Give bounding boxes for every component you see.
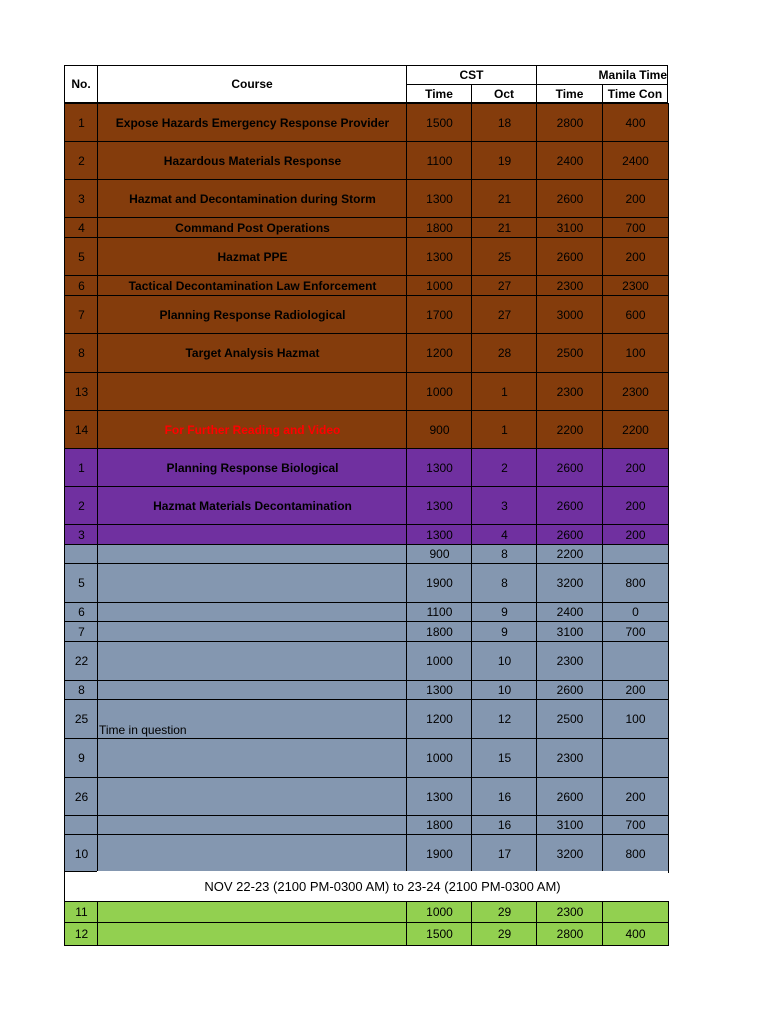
row-15-tcon: 800	[602, 563, 669, 603]
green-row-1-time: 1000	[406, 901, 473, 923]
row-13-oct: 4	[471, 524, 538, 545]
row-15-no: 5	[64, 563, 99, 603]
row-16-oct: 9	[471, 602, 538, 622]
row-22-course	[97, 777, 408, 816]
row-14-tcon	[602, 544, 669, 564]
row-8-no: 8	[64, 333, 99, 373]
row-19-no: 8	[64, 680, 99, 700]
row-8-tcon: 100	[602, 333, 669, 373]
nov-no-cell	[64, 871, 98, 902]
row-8-oct: 28	[471, 333, 538, 373]
row-9-no: 13	[64, 372, 99, 411]
green-row-2-time: 1500	[406, 922, 473, 946]
row-10-oct: 1	[471, 410, 538, 449]
row-10-no: 14	[64, 410, 99, 449]
row-24-time: 1900	[406, 834, 473, 873]
row-16-time: 1100	[406, 602, 473, 622]
row-12-tcon: 200	[602, 486, 669, 525]
row-14-course	[97, 544, 408, 564]
row-19-course	[97, 680, 408, 700]
green-row-1-tcon	[602, 901, 669, 923]
row-19-tcon: 200	[602, 680, 669, 700]
row-22-no: 26	[64, 777, 99, 816]
row-21-mtime: 2300	[536, 738, 604, 778]
row-7-time: 1700	[406, 295, 473, 334]
row-19-oct: 10	[471, 680, 538, 700]
row-5-course: Hazmat PPE	[97, 237, 408, 276]
row-6-oct: 27	[471, 275, 538, 296]
row-1-mtime: 2800	[536, 103, 604, 142]
row-4-no: 4	[64, 217, 99, 238]
row-6-course: Tactical Decontamination Law Enforcement	[97, 275, 408, 296]
row-13-mtime: 2600	[536, 524, 604, 545]
header-oct: Oct	[471, 84, 537, 103]
nov-banner: NOV 22-23 (2100 PM-0300 AM) to 23-24 (2100 PM-0300 AM)	[97, 871, 668, 902]
row-21-time: 1000	[406, 738, 473, 778]
row-11-time: 1300	[406, 448, 473, 487]
row-5-time: 1300	[406, 237, 473, 276]
row-23-mtime: 3100	[536, 815, 604, 835]
row-6-tcon: 2300	[602, 275, 669, 296]
row-16-mtime: 2400	[536, 602, 604, 622]
row-23-oct: 16	[471, 815, 538, 835]
row-24-oct: 17	[471, 834, 538, 873]
row-18-tcon	[602, 641, 669, 681]
row-8-time: 1200	[406, 333, 473, 373]
row-16-no: 6	[64, 602, 99, 622]
row-15-time: 1900	[406, 563, 473, 603]
row-8-mtime: 2500	[536, 333, 604, 373]
row-19-time: 1300	[406, 680, 473, 700]
row-9-course	[97, 372, 408, 411]
green-row-1-course	[97, 901, 408, 923]
row-5-oct: 25	[471, 237, 538, 276]
header-course: Course	[97, 65, 407, 103]
row-9-mtime: 2300	[536, 372, 604, 411]
row-22-oct: 16	[471, 777, 538, 816]
row-4-time: 1800	[406, 217, 473, 238]
row-23-tcon: 700	[602, 815, 669, 835]
row-13-course	[97, 524, 408, 545]
row-17-tcon: 700	[602, 621, 669, 642]
row-17-mtime: 3100	[536, 621, 604, 642]
row-11-no: 1	[64, 448, 99, 487]
row-11-tcon: 200	[602, 448, 669, 487]
row-20-oct: 12	[471, 699, 538, 739]
row-10-course: For Further Reading and Video	[97, 410, 408, 449]
row-13-no: 3	[64, 524, 99, 545]
row-12-oct: 3	[471, 486, 538, 525]
row-19-mtime: 2600	[536, 680, 604, 700]
row-6-no: 6	[64, 275, 99, 296]
header-cst: CST	[406, 65, 537, 85]
row-23-course	[97, 815, 408, 835]
row-20-mtime: 2500	[536, 699, 604, 739]
row-22-tcon: 200	[602, 777, 669, 816]
row-3-tcon: 200	[602, 179, 669, 218]
row-15-mtime: 3200	[536, 563, 604, 603]
green-row-1-no: 11	[64, 901, 99, 923]
row-20-tcon: 100	[602, 699, 669, 739]
row-11-course: Planning Response Biological	[97, 448, 408, 487]
row-4-mtime: 3100	[536, 217, 604, 238]
green-row-2-no: 12	[64, 922, 99, 946]
row-1-time: 1500	[406, 103, 473, 142]
row-7-tcon: 600	[602, 295, 669, 334]
row-1-course: Expose Hazards Emergency Response Provider	[97, 103, 408, 142]
row-3-no: 3	[64, 179, 99, 218]
row-3-oct: 21	[471, 179, 538, 218]
header-manila-time: Manila Time	[536, 65, 668, 85]
header-manila-time-sub: Time	[536, 84, 603, 103]
row-9-oct: 1	[471, 372, 538, 411]
row-18-no: 22	[64, 641, 99, 681]
row-18-time: 1000	[406, 641, 473, 681]
row-24-mtime: 3200	[536, 834, 604, 873]
row-12-mtime: 2600	[536, 486, 604, 525]
row-20-time: 1200	[406, 699, 473, 739]
row-5-no: 5	[64, 237, 99, 276]
row-4-course: Command Post Operations	[97, 217, 408, 238]
row-11-mtime: 2600	[536, 448, 604, 487]
row-18-mtime: 2300	[536, 641, 604, 681]
note-time-in-question: Time in question	[99, 723, 187, 737]
row-12-course: Hazmat Materials Decontamination	[97, 486, 408, 525]
row-24-course	[97, 834, 408, 873]
row-12-time: 1300	[406, 486, 473, 525]
row-15-oct: 8	[471, 563, 538, 603]
row-17-oct: 9	[471, 621, 538, 642]
header-time-con: Time Con	[602, 84, 668, 103]
row-3-course: Hazmat and Decontamination during Storm	[97, 179, 408, 218]
row-23-no	[64, 815, 99, 835]
row-16-course	[97, 602, 408, 622]
green-row-2-mtime: 2800	[536, 922, 604, 946]
row-16-tcon: 0	[602, 602, 669, 622]
row-4-oct: 21	[471, 217, 538, 238]
row-2-oct: 19	[471, 141, 538, 180]
row-14-mtime: 2200	[536, 544, 604, 564]
row-14-time: 900	[406, 544, 473, 564]
row-17-no: 7	[64, 621, 99, 642]
row-13-tcon: 200	[602, 524, 669, 545]
row-20-no: 25	[64, 699, 99, 739]
row-24-tcon: 800	[602, 834, 669, 873]
row-9-tcon: 2300	[602, 372, 669, 411]
row-6-mtime: 2300	[536, 275, 604, 296]
row-22-time: 1300	[406, 777, 473, 816]
row-1-oct: 18	[471, 103, 538, 142]
row-18-oct: 10	[471, 641, 538, 681]
row-11-oct: 2	[471, 448, 538, 487]
row-7-mtime: 3000	[536, 295, 604, 334]
row-2-tcon: 2400	[602, 141, 669, 180]
row-9-time: 1000	[406, 372, 473, 411]
row-17-course	[97, 621, 408, 642]
green-row-1-mtime: 2300	[536, 901, 604, 923]
row-18-course	[97, 641, 408, 681]
row-1-no: 1	[64, 103, 99, 142]
row-23-time: 1800	[406, 815, 473, 835]
row-21-oct: 15	[471, 738, 538, 778]
row-8-course: Target Analysis Hazmat	[97, 333, 408, 373]
row-24-no: 10	[64, 834, 99, 873]
row-21-tcon	[602, 738, 669, 778]
row-7-no: 7	[64, 295, 99, 334]
green-row-2-oct: 29	[471, 922, 538, 946]
row-10-time: 900	[406, 410, 473, 449]
header-time: Time	[406, 84, 472, 103]
row-3-mtime: 2600	[536, 179, 604, 218]
row-4-tcon: 700	[602, 217, 669, 238]
row-14-oct: 8	[471, 544, 538, 564]
row-22-mtime: 2600	[536, 777, 604, 816]
row-2-no: 2	[64, 141, 99, 180]
row-7-oct: 27	[471, 295, 538, 334]
header-no: No.	[64, 65, 98, 103]
row-21-no: 9	[64, 738, 99, 778]
row-13-time: 1300	[406, 524, 473, 545]
row-1-tcon: 400	[602, 103, 669, 142]
row-2-mtime: 2400	[536, 141, 604, 180]
green-row-1-oct: 29	[471, 901, 538, 923]
row-12-no: 2	[64, 486, 99, 525]
row-5-tcon: 200	[602, 237, 669, 276]
row-10-mtime: 2200	[536, 410, 604, 449]
row-7-course: Planning Response Radiological	[97, 295, 408, 334]
row-3-time: 1300	[406, 179, 473, 218]
green-row-2-course	[97, 922, 408, 946]
row-15-course	[97, 563, 408, 603]
row-2-time: 1100	[406, 141, 473, 180]
row-21-course	[97, 738, 408, 778]
row-6-time: 1000	[406, 275, 473, 296]
row-14-no	[64, 544, 99, 564]
row-10-tcon: 2200	[602, 410, 669, 449]
row-2-course: Hazardous Materials Response	[97, 141, 408, 180]
green-row-2-tcon: 400	[602, 922, 669, 946]
row-17-time: 1800	[406, 621, 473, 642]
row-5-mtime: 2600	[536, 237, 604, 276]
